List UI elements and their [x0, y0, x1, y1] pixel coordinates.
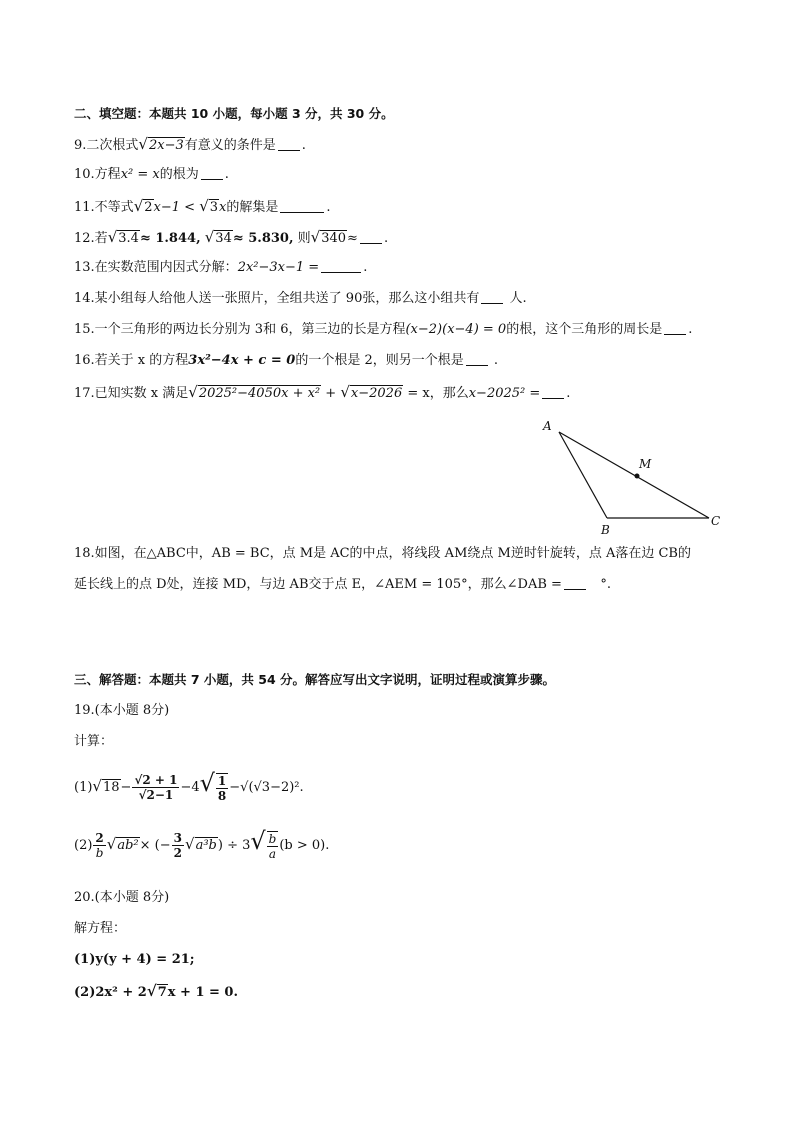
q15-answer-blank[interactable] [664, 322, 686, 335]
q18-answer-blank[interactable] [564, 577, 586, 590]
q14-answer-blank[interactable] [481, 291, 503, 304]
question-14: 14.某小组每人给他人送一张照片，全组共送了 90张，那么这小组共有 人. [74, 291, 527, 306]
triangle-figure [535, 412, 725, 538]
section-3-heading: 三、解答题：本题共 7 小题，共 54 分。解答应写出文字说明，证明过程或演算步骤。 [74, 672, 556, 687]
question-19-title: 19.(本小题 8分) [74, 703, 170, 718]
question-20-instruction: 解方程： [74, 921, 127, 936]
q17-answer-blank[interactable] [542, 386, 564, 399]
question-19-part-1: (1)√18− $\frac{√2 + 1}{√2-1}$ −4√ $\frac{1}{8}$ −√(√3−2)². [74, 769, 304, 803]
q13-answer-blank[interactable] [321, 260, 361, 273]
section-2-heading: 二、填空题：本题共 10 小题，每小题 3 分，共 30 分。 [74, 106, 394, 121]
question-16: 16.若关于 x 的方程3x²−4x + c = 0的一个根是 2，则另一个根是 . [74, 353, 498, 368]
q10-answer-blank[interactable] [201, 167, 223, 180]
q12-answer-blank[interactable] [360, 231, 382, 244]
question-20-part-1: (1)y(y + 4) = 21; [74, 952, 195, 967]
label-b: B [601, 523, 610, 537]
question-20-title: 20.(本小题 8分) [74, 890, 170, 905]
label-c: C [711, 514, 721, 528]
q11-answer-blank[interactable] [280, 200, 324, 213]
question-15: 15.一个三角形的两边长分别为 3和 6，第三边的长是方程(x−2)(x−4) = 0的根，这个三角形的周长是 . [74, 322, 693, 337]
q9-suffix: 有意义的条件是 [184, 138, 276, 153]
question-18-line-1: 18.如图，在△ABC中，AB = BC，点 M是 AC的中点，将线段 AM绕点 M逆时针旋转，点 A落在边 CB的 [74, 546, 691, 561]
question-11: 11.不等式√2x−1 < √3x的解集是 . [74, 197, 331, 215]
label-a: A [543, 419, 552, 433]
question-18-line-2: 延长线上的点 D处，连接 MD，与边 AB交于点 E，∠AEM = 105°，那么∠DAB = °. [74, 577, 611, 592]
q16-answer-blank[interactable] [466, 353, 488, 366]
label-m: M [639, 457, 652, 471]
question-13: 13.在实数范围内因式分解：2x²−3x−1 = . [74, 260, 368, 275]
question-20-part-2: (2)2x² + 2√7x + 1 = 0. [74, 982, 239, 1000]
point-m [635, 474, 640, 479]
segment-ac [559, 432, 709, 518]
question-10: 10.方程x² = x的根为 . [74, 167, 229, 182]
segment-ab [559, 432, 607, 518]
question-19-part-2: (2) $\frac{2}{b}$ √ab²× (− $\frac{3}{2}$ √a³b) ÷ 3√ $\frac{b}{a}$ (b > 0). [74, 827, 330, 861]
q9-prefix: 9.二次根式 [74, 138, 139, 153]
q9-radical: √2x−3 [138, 135, 184, 153]
question-19-instruction: 计算： [74, 734, 114, 749]
question-17: 17.已知实数 x 满足√2025²−4050x + x² + √x−2026 = x，那么x−2025² = . [74, 383, 571, 401]
question-12: 12.若√3.4≈ 1.844, √34≈ 5.830, 则√340≈ . [74, 228, 389, 246]
q10-equation: x² = x [120, 167, 160, 182]
q9-answer-blank[interactable] [278, 138, 300, 151]
question-9: 9.二次根式√2x−3有意义的条件是 . [74, 135, 306, 153]
